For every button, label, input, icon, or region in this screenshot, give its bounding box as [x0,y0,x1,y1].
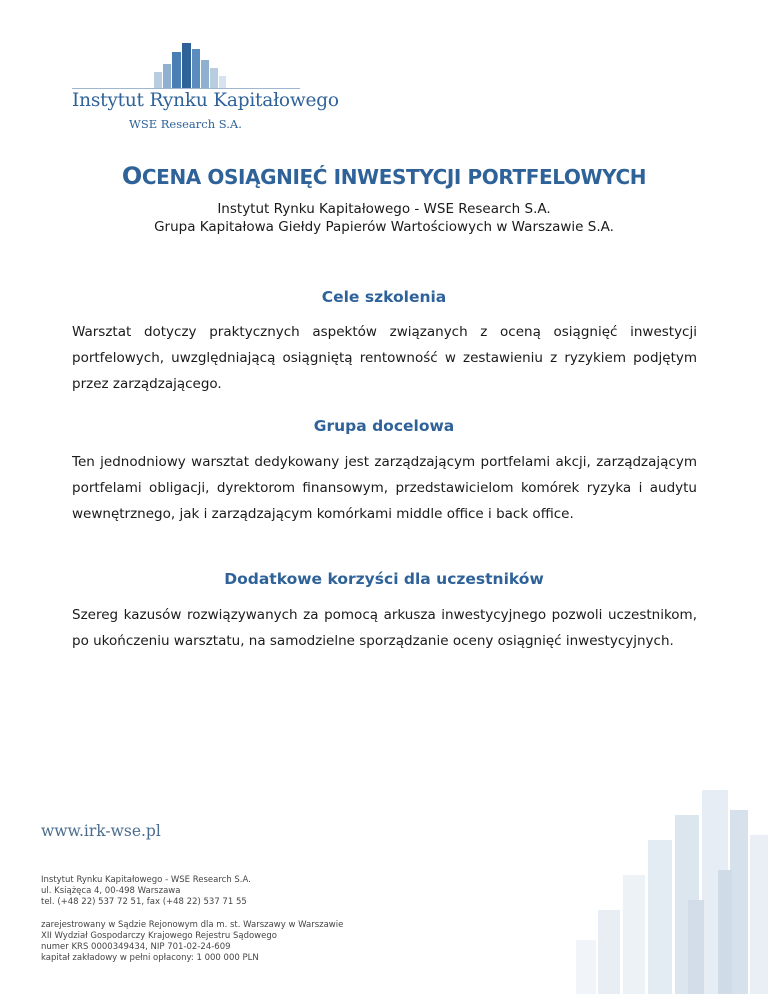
org-line-1: Instytut Rynku Kapitałowego - WSE Research S.A. [217,201,551,217]
footer-registry-line: numer KRS 0000349434, NIP 701-02-24-609 [41,942,231,952]
footer-website-link[interactable]: www.irk-wse.pl [41,822,161,840]
section-text-benefits: Szereg kazusów rozwiązywanych za pomocą arkusza inwestycyjnego pozwoli uczestnikom, po ukończeniu warsztatu, na samodzielne sporządzanie oceny osiągnięć inwestycyjnych. [72,607,697,649]
section-heading-goals: Cele szkolenia [321,288,447,306]
org-line-2: Grupa Kapitałowa Giełdy Papierów Wartościowych w Warszawie S.A. [154,219,614,235]
footer-registry-line: kapitał zakładowy w pełni opłacony: 1 000 000 PLN [41,953,259,963]
footer-address-line: Instytut Rynku Kapitałowego - WSE Research S.A. [41,875,251,885]
title-rest: CENA OSIĄGNIĘĆ INWESTYCJI PORTFELOWYCH [141,165,647,189]
footer-address-line: tel. (+48 22) 537 72 51, fax (+48 22) 537 71 55 [41,897,247,907]
footer-registry-line: zarejestrowany w Sądzie Rejonowym dla m. st. Warszawy w Warszawie [41,920,344,930]
document-title [0,162,768,190]
logo-subtitle: WSE Research S.A. [129,117,242,131]
section-text-goals: Warsztat dotyczy praktycznych aspektów związanych z oceną osiągnięć inwestycji portfelowych, uwzględniającą osiągniętą rentowność w zestawieniu z ryzykiem podjętym przez zarządzającego. [72,324,697,392]
city-skyline-logo-icon [72,40,312,90]
section-heading-audience: Grupa docelowa [313,417,455,435]
decorative-buildings-icon [568,780,768,994]
footer-address [41,875,251,908]
footer-address-line: ul. Książęca 4, 00-498 Warszawa [41,886,181,896]
title-initial: O [121,162,142,190]
logo [72,40,339,140]
logo-name: Instytut Rynku Kapitałowego [72,90,339,111]
footer-registry-line: XII Wydział Gospodarczy Krajowego Rejestru Sądowego [41,931,277,941]
section-heading-benefits: Dodatkowe korzyści dla uczestników [224,570,544,588]
section-text-audience: Ten jednodniowy warsztat dedykowany jest zarządzającym portfelami akcji, zarządzającym portfelami obligacji, dyrektorom finansowym, przedstawicielom komórek ryzyka i audytu wewnętrznego, jak i zarządzającym komórkami middle office i back office. [72,454,697,522]
footer-registry [41,920,343,964]
